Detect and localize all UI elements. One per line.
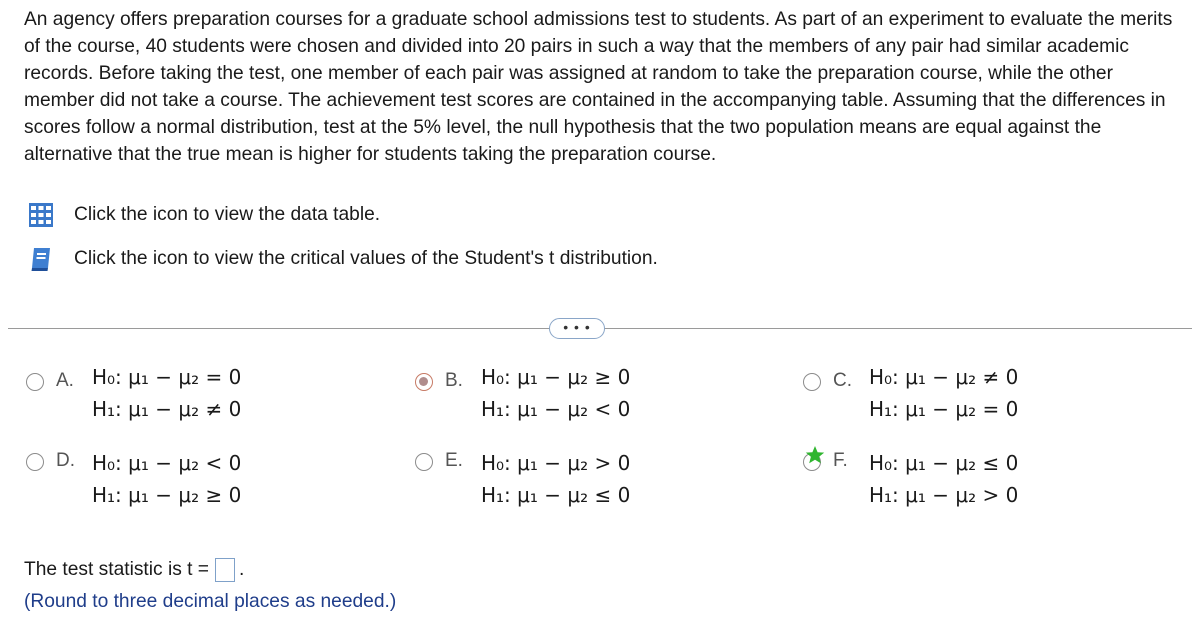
correct-star-icon: [805, 445, 825, 465]
critical-values-link[interactable]: [28, 246, 658, 272]
option-a-h1: H₁: μ₁ − μ₂ ≠ 0: [92, 397, 242, 421]
option-d-letter: D.: [56, 450, 75, 471]
option-e-h1: H₁: μ₁ − μ₂ ≤ 0: [481, 483, 631, 507]
option-b-h0: H₀: μ₁ − μ₂ ≥ 0: [481, 367, 631, 389]
option-c[interactable]: [803, 367, 1018, 425]
option-c-h0: H₀: μ₁ − μ₂ ≠ 0: [869, 367, 1019, 389]
option-b-h1: H₁: μ₁ − μ₂ < 0: [481, 397, 631, 421]
option-b[interactable]: [415, 367, 630, 425]
option-d-h0: H₀: μ₁ − μ₂ < 0: [92, 451, 242, 475]
critical-values-link-label[interactable]: Click the icon to view the critical values of the Student's t distribution.: [74, 248, 658, 269]
question-text: An agency offers preparation courses for a graduate school admissions test to students. As part of an experiment to evaluate the merits of the course, 40 students were chosen and divided into 20 pairs in such a way that the members of any pair had similar academic records. Before taking the test, one member of each pair was assigned at random to take the preparation course, while the other member did not take a course. The achievement test scores are contained in the accompanying table. Assuming that the differences in scores follow a normal distribution, test at the 5% level, the null hypothesis that the two population means are equal against the alternative that the true mean is higher for students taking the preparation course.: [24, 9, 1173, 165]
radio-option-b[interactable]: [415, 373, 433, 391]
option-e-h0: H₀: μ₁ − μ₂ > 0: [481, 451, 631, 475]
table-icon[interactable]: [28, 202, 54, 228]
test-statistic-input[interactable]: [215, 558, 235, 582]
test-statistic-suffix: .: [239, 559, 245, 580]
option-f[interactable]: [803, 447, 1018, 511]
more-dots-icon: • • •: [563, 318, 591, 335]
option-c-letter: C.: [833, 370, 852, 391]
data-table-link-label[interactable]: Click the icon to view the data table.: [74, 204, 381, 225]
test-statistic-label: The test statistic is t =: [24, 559, 210, 580]
option-e-letter: E.: [445, 450, 463, 471]
option-d-h1: H₁: μ₁ − μ₂ ≥ 0: [92, 483, 242, 507]
option-a[interactable]: [26, 367, 241, 425]
option-b-letter: B.: [445, 370, 463, 391]
option-a-h0: H₀: μ₁ − μ₂ = 0: [92, 367, 242, 389]
radio-option-c[interactable]: [803, 373, 821, 391]
option-a-letter: A.: [56, 370, 74, 391]
radio-option-d[interactable]: [26, 453, 44, 471]
test-statistic-row: [24, 558, 244, 582]
option-f-h1: H₁: μ₁ − μ₂ > 0: [869, 483, 1019, 507]
more-button[interactable]: [549, 318, 605, 339]
option-f-letter: F.: [833, 450, 848, 471]
radio-option-e[interactable]: [415, 453, 433, 471]
book-icon[interactable]: [28, 246, 54, 272]
option-f-h0: H₀: μ₁ − μ₂ ≤ 0: [869, 451, 1019, 475]
radio-option-a[interactable]: [26, 373, 44, 391]
option-c-h1: H₁: μ₁ − μ₂ = 0: [869, 397, 1019, 421]
option-e[interactable]: [415, 447, 630, 511]
data-table-link[interactable]: [28, 202, 380, 228]
option-d[interactable]: [26, 447, 241, 511]
rounding-note: (Round to three decimal places as needed.): [24, 591, 397, 612]
radio-option-f[interactable]: [803, 453, 821, 471]
